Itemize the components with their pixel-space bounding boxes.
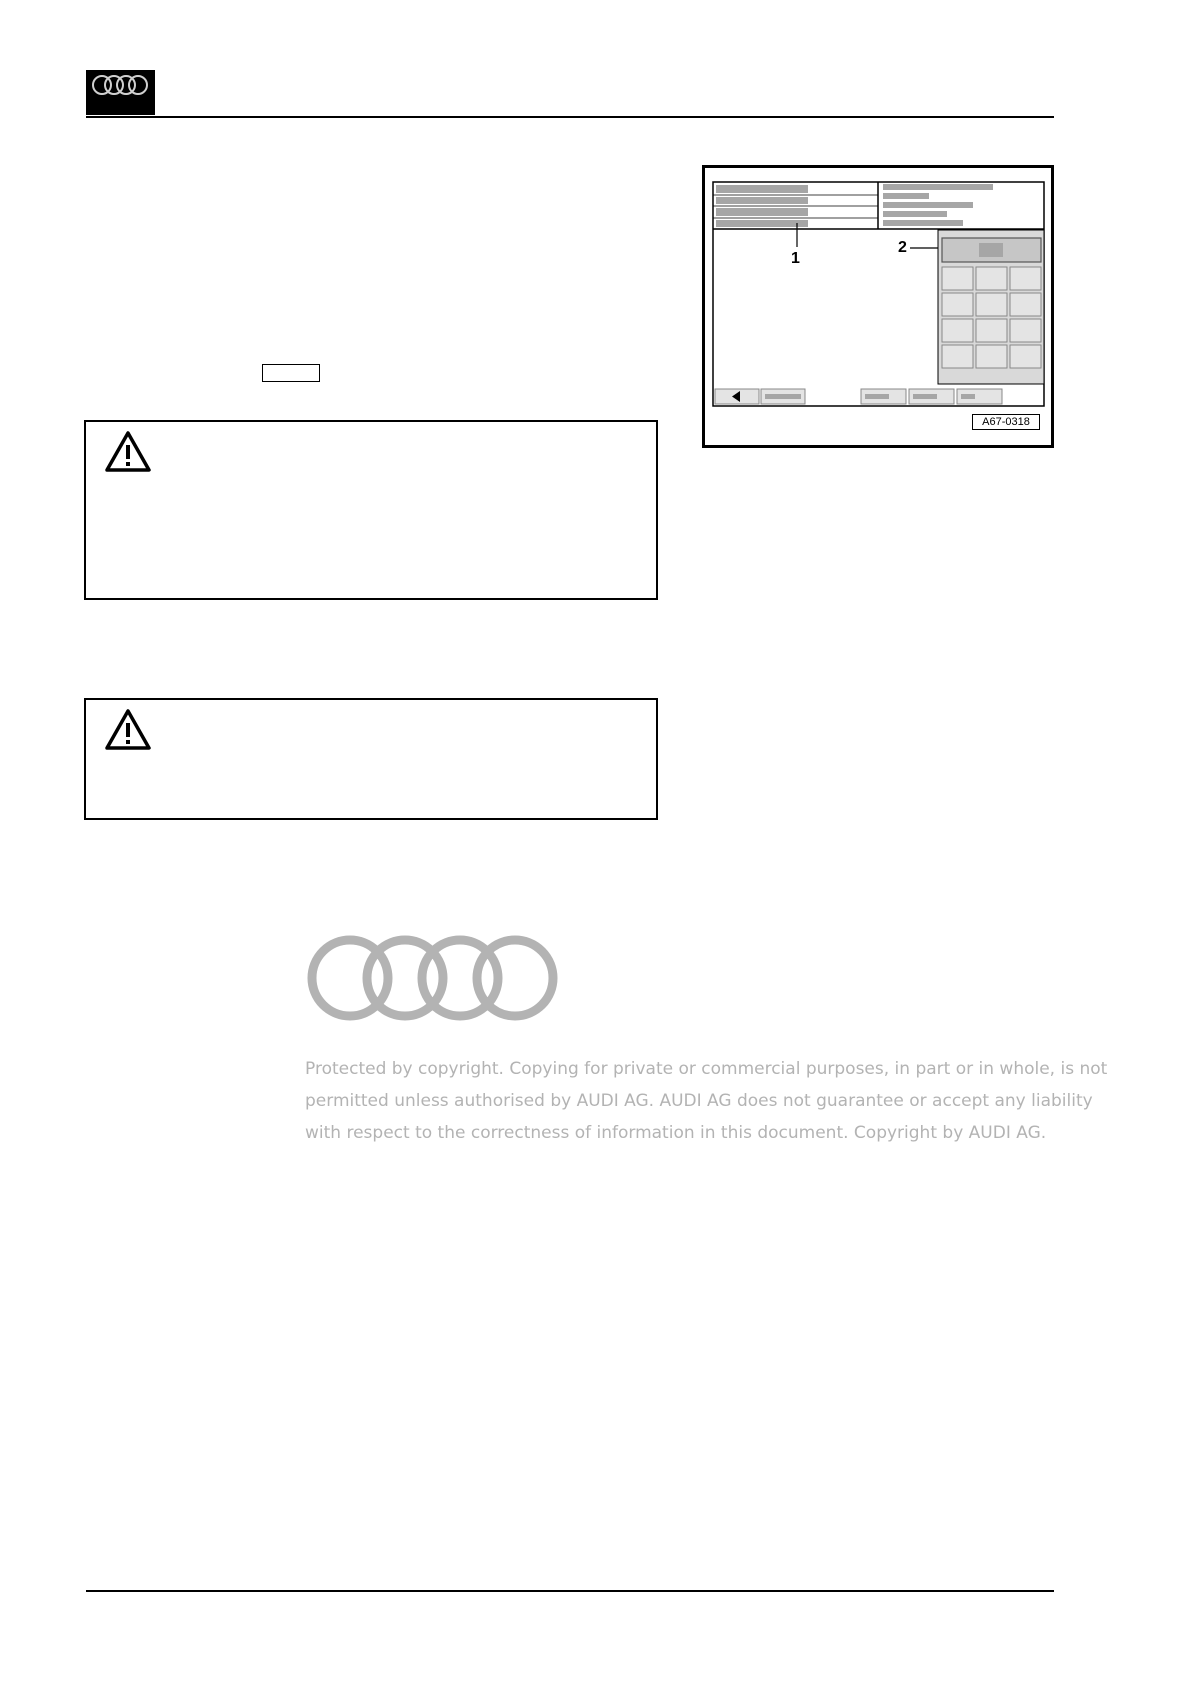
- copyright-line: permitted unless authorised by AUDI AG. AUDI AG does not guarantee or accept any liability: [305, 1091, 1093, 1111]
- warning-box: [84, 698, 658, 820]
- copyright-notice: [305, 1053, 1125, 1149]
- screen-illustration: [702, 165, 1054, 448]
- warning-box: [84, 420, 658, 600]
- footer-rule: [86, 1590, 1054, 1592]
- callout-2: 2: [898, 239, 907, 256]
- audi-rings-icon: [305, 930, 565, 1026]
- diagnostic-screen-figure: [702, 165, 1054, 448]
- header-logo: [86, 70, 155, 115]
- audi-rings-icon: [86, 70, 155, 115]
- warning-triangle-icon: [103, 429, 153, 475]
- figure-label: A67-0318: [972, 414, 1040, 430]
- copyright-line: Protected by copyright. Copying for private or commercial purposes, in part or in whole, is not: [305, 1059, 1108, 1079]
- watermark-logo: [305, 930, 565, 1031]
- header-rule: [86, 116, 1054, 118]
- copyright-line: with respect to the correctness of information in this document. Copyright by AUDI AG.: [305, 1123, 1047, 1143]
- inline-box: [262, 364, 320, 382]
- warning-triangle-icon: [103, 707, 153, 753]
- callout-1: 1: [791, 250, 800, 267]
